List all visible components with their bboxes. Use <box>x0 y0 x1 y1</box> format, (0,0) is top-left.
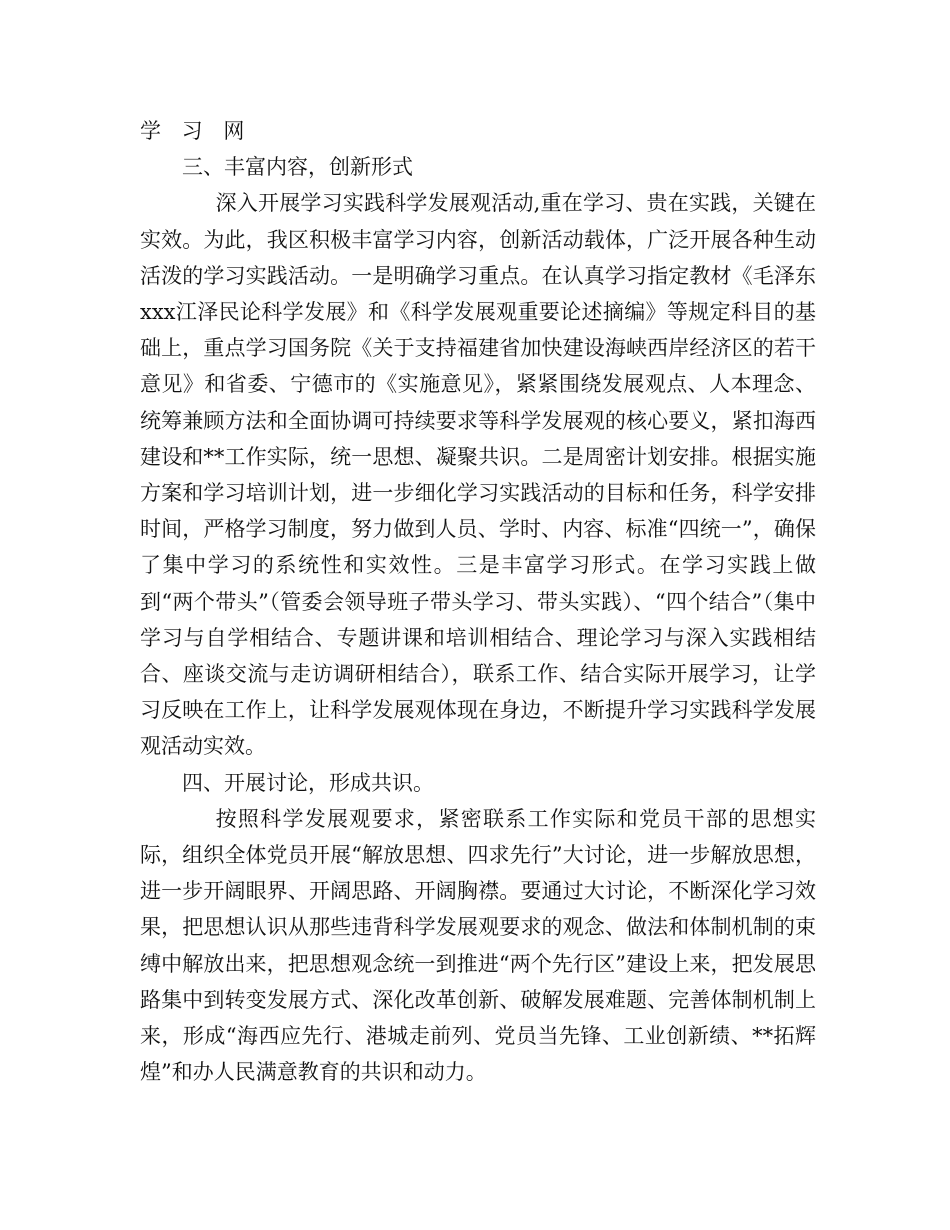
section-3-heading: 三、丰富内容，创新形式 <box>182 155 413 180</box>
section-3-paragraph: 深入开展学习实践科学发展观活动,重在学习、贵在实践，关键在实效。为此，我区积极丰富学习内容，创新活动载体，广泛开展各种生动活泼的学习实践活动。一是明确学习重点。在认真学习指定教材《毛泽东xxx江泽民论科学发展》和《科学发展观重要论述摘编》等规定科目的基础上，重点学习国务院《关于支持福建省加快建设海峡西岸经济区的若干意见》和省委、宁德市的《实施意见》，紧紧围绕发展观点、人本理念、统筹兼顾方法和全面协调可持续要求等科学发展观的核心要义，紧扣海西建设和**工作实际，统一思想、凝聚共识。二是周密计划安排。根据实施方案和学习培训计划，进一步细化学习实践活动的目标和任务，科学安排时间，严格学习制度，努力做到人员、学时、内容、标准“四统一”，确保了集中学习的系统性和实效性。三是丰富学习形式。在学习实践上做到“两个带头”（管委会领导班子带头学习、带头实践）、“四个结合”（集中学习与自学相结合、专题讲课和培训相结合、理论学习与深入实践相结合、座谈交流与走访调研相结合），联系工作、结合实际开展学习，让学习反映在工作上，让科学发展观体现在身边，不断提升学习实践科学发展观活动实效。 <box>140 191 816 759</box>
section-4-heading: 四、开展讨论，形成共识。 <box>182 770 434 795</box>
document-body <box>140 113 816 1090</box>
top-title: 学 习 网 <box>140 119 252 143</box>
section-4-paragraph: 按照科学发展观要求，紧密联系工作实际和党员干部的思想实际，组织全体党员开展“解放思想、四求先行”大讨论，进一步解放思想，进一步开阔眼界、开阔思路、开阔胸襟。要通过大讨论，不断深化学习效果，把思想认识从那些违背科学发展观要求的观念、做法和体制机制的束缚中解放出来，把思想观念统一到推进“两个先行区”建设上来，把发展思路集中到转变发展方式、深化改革创新、破解发展难题、完善体制机制上来，形成“海西应先行、港城走前列、党员当先锋、工业创新绩、**拓辉煌”和办人民满意教育的共识和动力。 <box>140 806 816 1085</box>
